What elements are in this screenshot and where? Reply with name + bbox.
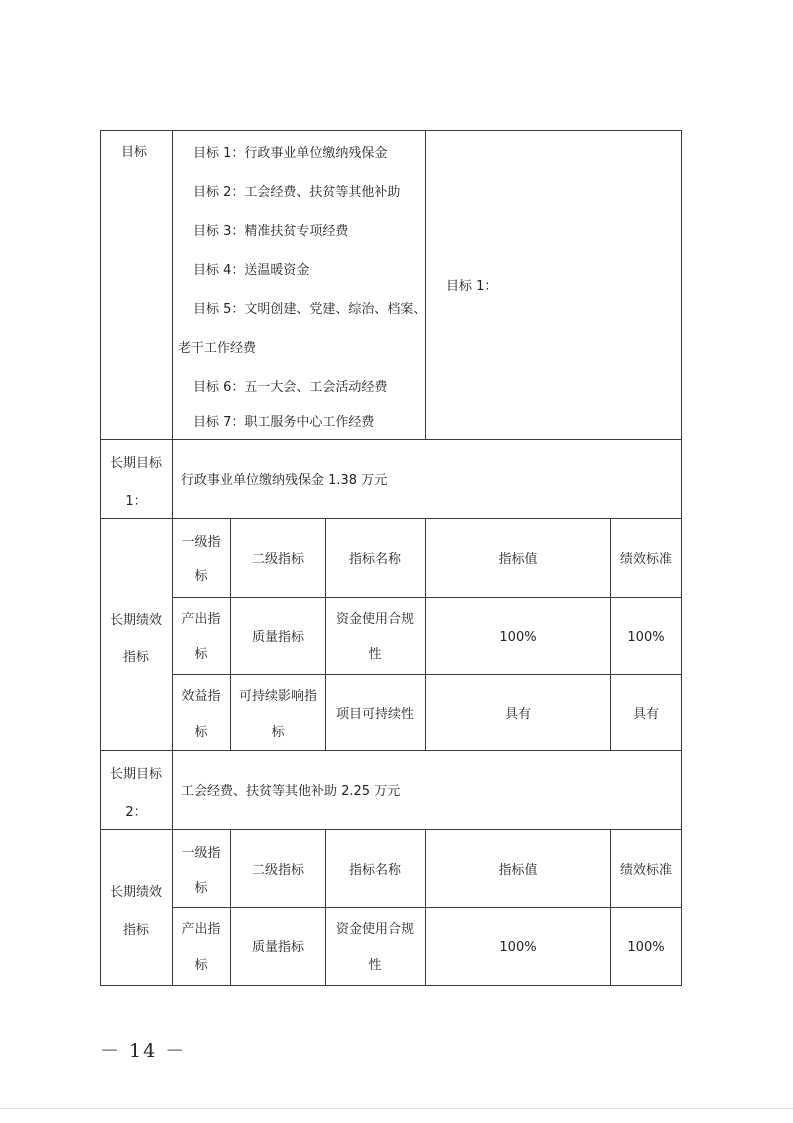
goal-item: 目标 7：职工服务中心工作经费 [193,415,375,430]
perf-1-label: 长期绩效 [109,613,163,628]
row-value: 100% [499,940,537,955]
header-standard: 绩效标准 [619,552,673,567]
row-name: 资金使用合规 [335,922,415,937]
row-level1: 产出指 [181,922,221,937]
page-number: － 14 － [100,1040,187,1062]
row-level2: 质量指标 [251,630,305,645]
header-level2: 二级指标 [251,863,305,878]
header-level1-2: 标 [194,569,208,584]
row-level2-2: 标 [271,725,285,740]
row-value: 100% [499,630,537,645]
long-goal-1-text: 行政事业单位缴纳残保金 1.38 万元 [181,473,388,488]
header-level2: 二级指标 [251,552,305,567]
long-goal-2-text: 工会经费、扶贫等其他补助 2.25 万元 [181,784,401,799]
long-goal-2-number: 2： [125,805,147,820]
goal-right-text: 目标 1： [446,279,498,294]
row-level1-2: 标 [194,647,208,662]
goal-item: 目标 5：文明创建、党建、综治、档案、 [193,302,427,317]
goal-item: 目标 1：行政事业单位缴纳残保金 [193,146,388,161]
goal-item: 老干工作经费 [178,341,257,356]
row-name-2: 性 [368,958,382,973]
goal-label: 目标 [121,145,148,160]
goal-item: 目标 2：工会经费、扶贫等其他补助 [193,185,401,200]
scan-edge-divider [0,1108,793,1109]
header-value: 指标值 [498,863,538,878]
row-name: 资金使用合规 [335,612,415,627]
goal-item: 目标 4：送温暖资金 [193,263,310,278]
header-level1: 一级指 [181,846,221,861]
row-standard: 100% [627,630,665,645]
long-goal-1-label: 长期目标 [109,456,163,471]
header-value: 指标值 [498,552,538,567]
row-level1: 效益指 [181,689,221,704]
row-value: 具有 [504,707,532,722]
goal-item: 目标 3：精准扶贫专项经费 [193,224,349,239]
header-level1-2: 标 [194,881,208,896]
row-standard: 具有 [632,707,660,722]
perf-2-label-2: 指标 [122,923,150,938]
row-level1-2: 标 [194,725,208,740]
perf-2-label: 长期绩效 [109,885,163,900]
long-goal-1-number: 1： [125,494,147,509]
header-standard: 绩效标准 [619,863,673,878]
row-standard: 100% [627,940,665,955]
row-name: 项目可持续性 [335,707,415,722]
perf-1-label-2: 指标 [122,650,150,665]
row-level2: 可持续影响指 [238,689,318,704]
row-level2: 质量指标 [251,940,305,955]
goal-item: 目标 6：五一大会、工会活动经费 [193,380,388,395]
header-name: 指标名称 [348,863,402,878]
header-level1: 一级指 [181,535,221,550]
row-name-2: 性 [368,647,382,662]
header-name: 指标名称 [348,552,402,567]
row-level1: 产出指 [181,612,221,627]
row-level1-2: 标 [194,958,208,973]
long-goal-2-label: 长期目标 [109,767,163,782]
